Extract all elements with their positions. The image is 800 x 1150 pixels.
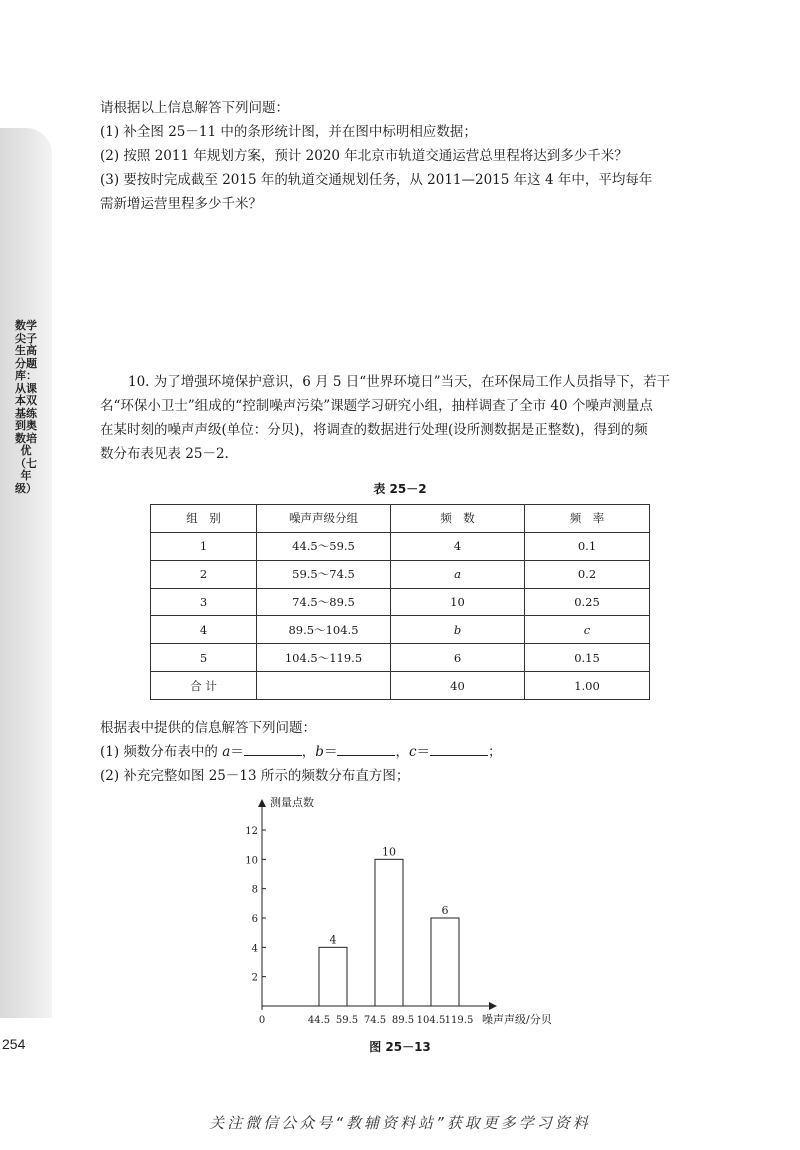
bar-value-label: 10 [382, 845, 396, 859]
chart-caption: 图 25－13 [369, 1040, 431, 1054]
comma: ， [301, 744, 316, 760]
q10-line: 数分布表见表 25－2. [100, 446, 229, 462]
q10-line: 10. 为了增强环境保护意识，6 月 5 日“世界环境日”当天，在环保局工作人员指导下，若干 [128, 374, 671, 390]
y-tick-label: 2 [251, 972, 258, 984]
table-row [151, 588, 650, 616]
y-tick-label: 8 [251, 884, 258, 896]
question-2: (2) 补充完整如图 25－13 所示的频数分布直方图； [100, 768, 410, 784]
x-tick-label: 59.5 [335, 1015, 359, 1026]
y-axis-label: 测量点数 [270, 796, 314, 809]
questions-block [100, 716, 720, 788]
q10-line: 名“环保小卫士”组成的“控制噪声污染”课题学习研究小组，抽样调查了全市 40 个噪声测量点 [100, 398, 653, 414]
x-tick-label: 89.5 [391, 1015, 415, 1026]
questions-intro: 根据表中提供的信息解答下列问题： [100, 720, 316, 736]
y-tick-label: 10 [245, 855, 258, 867]
bar-value-label: 4 [329, 933, 337, 947]
x-tick-label: 44.5 [307, 1015, 331, 1026]
var-b: b [315, 744, 324, 760]
frequency-table [150, 504, 650, 700]
x-axis-label: 噪声声级/分贝 [482, 1013, 552, 1026]
histogram-chart [240, 790, 580, 1035]
table-header-cell: 频 率 [525, 505, 650, 533]
y-tick-label: 6 [251, 914, 258, 925]
var-a: a [222, 744, 231, 760]
answer-blank-b[interactable] [337, 742, 395, 756]
table-cell: 0.15 [525, 644, 650, 672]
histogram-bar [375, 859, 403, 1006]
table-cell: 0.25 [525, 588, 650, 616]
table-cell: 10 [391, 588, 525, 616]
equals: ＝ [230, 744, 244, 760]
table-row [151, 560, 650, 588]
table-caption: 表 25－2 [373, 482, 427, 496]
table-cell: 6 [391, 644, 525, 672]
semicolon: ； [488, 744, 502, 760]
q9-item: (1) 补全图 25－11 中的条形统计图，并在图中标明相应数据； [100, 124, 477, 140]
sidebar-book-title: 数学尖子生高分题库：从课本双基练到奥数培优（七年级） [15, 319, 37, 495]
table-total-row [151, 672, 650, 700]
table-cell: 合 计 [151, 672, 257, 700]
answer-blank-c[interactable] [430, 742, 488, 756]
table-cell: b [391, 616, 525, 644]
comma: ， [395, 744, 409, 760]
x-tick-label: 119.5 [444, 1015, 474, 1026]
table-row [151, 644, 650, 672]
table-cell: 89.5～104.5 [257, 616, 391, 644]
table-row [151, 532, 650, 560]
table-cell: 1.00 [525, 672, 650, 700]
question-9-block [100, 96, 720, 216]
table-cell: 1 [151, 532, 257, 560]
page-number: 254 [2, 1036, 26, 1052]
table-cell: 3 [151, 588, 257, 616]
q10-line: 在某时刻的噪声声级(单位：分贝)，将调查的数据进行处理(设所测数据是正整数)，得到的频 [100, 422, 648, 438]
histogram-bar [431, 918, 459, 1006]
footer-note: 关注微信公众号“教辅资料站”获取更多学习资料 [209, 1114, 591, 1132]
table-header-row [151, 505, 650, 533]
origin-label: 0 [258, 1015, 266, 1026]
table-cell: 40 [391, 672, 525, 700]
table-cell: 4 [151, 616, 257, 644]
bar-value-label: 6 [441, 904, 449, 917]
table-header-cell: 频 数 [391, 505, 525, 533]
table-cell: c [525, 616, 650, 644]
table-cell-empty [257, 672, 391, 700]
table-header-cell: 组 别 [151, 505, 257, 533]
equals: ＝ [416, 744, 430, 760]
x-tick-label: 74.5 [363, 1015, 387, 1026]
table-cell: 59.5～74.5 [257, 560, 391, 588]
table-cell: 0.2 [525, 560, 650, 588]
table-cell: 2 [151, 560, 257, 588]
q9-intro: 请根据以上信息解答下列问题： [100, 100, 289, 116]
q9-item-continued: 需新增运营里程多少千米？ [100, 196, 262, 212]
answer-blank-a[interactable] [244, 742, 302, 756]
histogram-bar [319, 947, 347, 1006]
q9-item: (3) 要按时完成截至 2015 年的轨道交通规划任务，从 2011—2015 年这 4 年中，平均每年 [100, 172, 653, 188]
table-row [151, 616, 650, 644]
question-10-block [100, 370, 720, 466]
table-cell: 44.5～59.5 [257, 532, 391, 560]
var-c: c [408, 744, 417, 760]
sidebar [0, 128, 52, 1018]
question-1 [100, 740, 720, 764]
y-tick-label: 4 [251, 943, 258, 955]
q9-item: (2) 按照 2011 年规划方案，预计 2020 年北京市轨道交通运营总里程将达到多少千米？ [100, 148, 628, 164]
y-tick-label: 12 [245, 826, 258, 837]
table-cell: 4 [391, 532, 525, 560]
table-cell: a [391, 560, 525, 588]
equals: ＝ [323, 744, 338, 760]
table-cell: 74.5～89.5 [257, 588, 391, 616]
table-header-cell: 噪声声级分组 [257, 505, 391, 533]
table-cell: 104.5～119.5 [257, 644, 391, 672]
q1-prefix: (1) 频数分布表中的 [100, 744, 223, 760]
table-cell: 5 [151, 644, 257, 672]
x-tick-label: 104.5 [416, 1015, 446, 1026]
table-cell: 0.1 [525, 532, 650, 560]
